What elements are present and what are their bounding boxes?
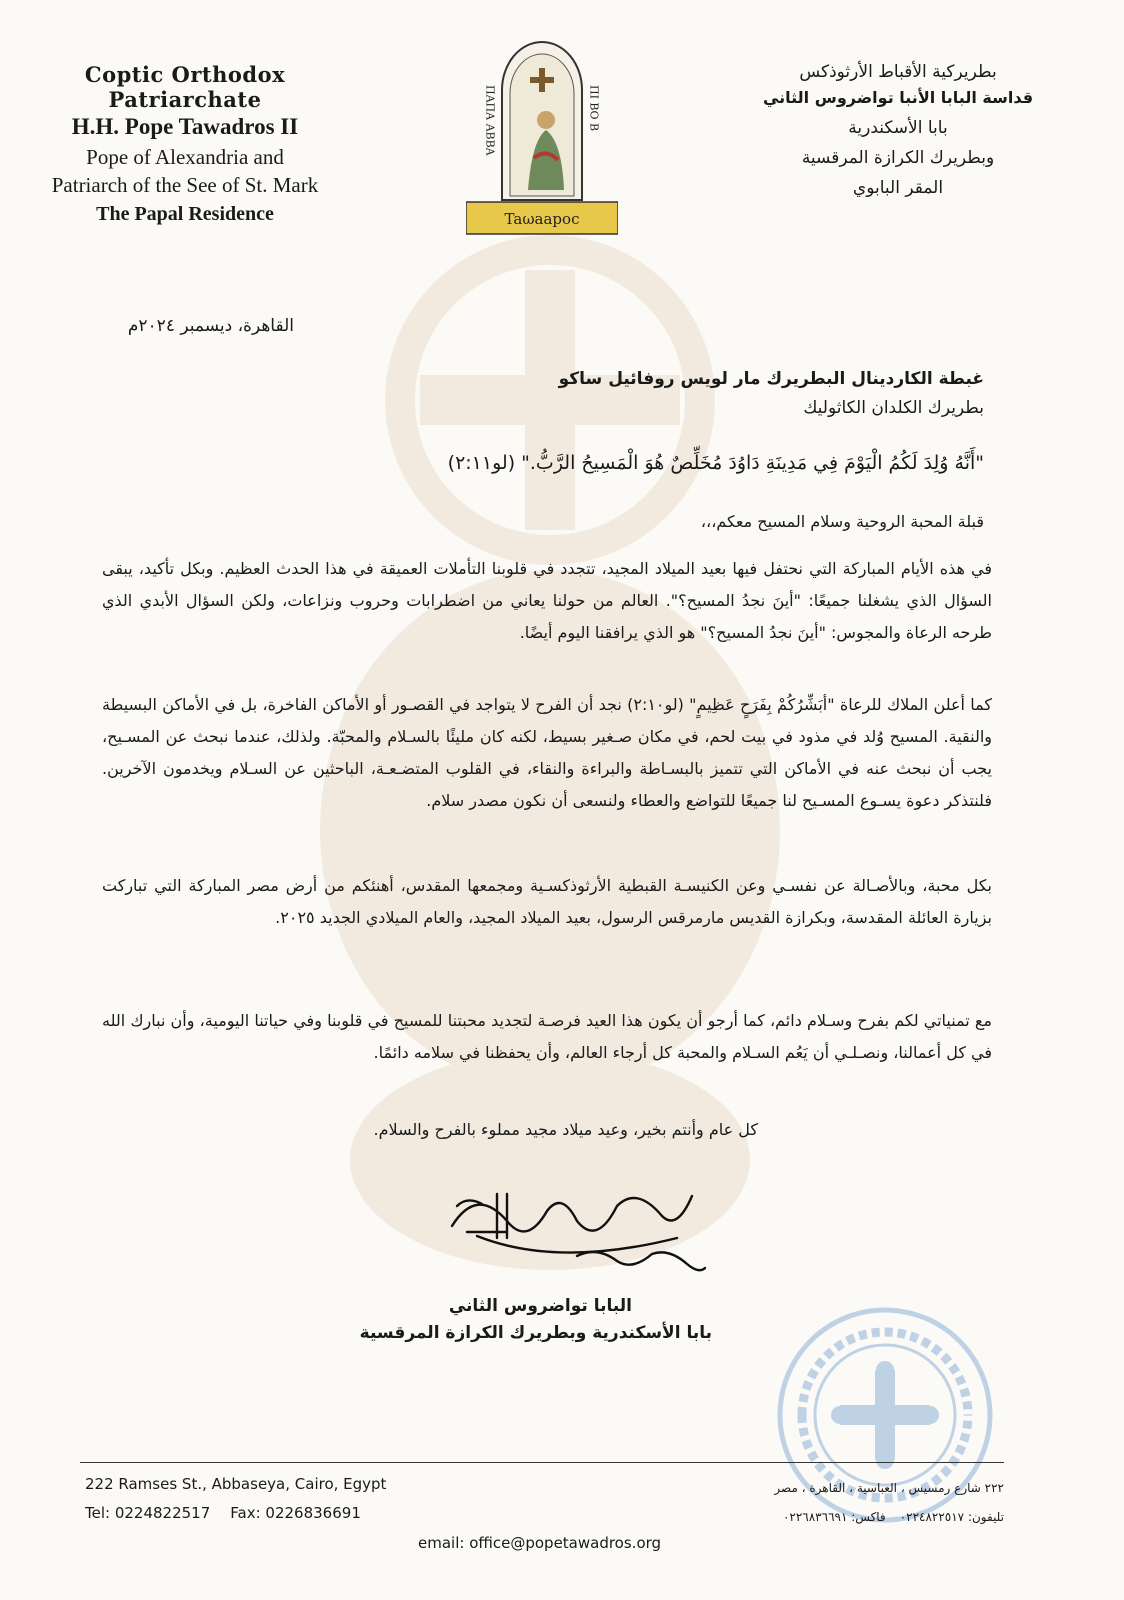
paragraph-4: مع تمنياتي لكم بفرح وسـلام دائم، كما أرجو أن يكون هذا العيد فرصـة لتجديد محبتنا للمسيح في قلوبنا وفي حياتنا اليومية، وأن نبارك الله في كل أعمالنا، ونصـلـي أن يَعُم السـلام والمحبة كل أرجاء العالم، وأن يحفظنا في سلامه دائمًا. xyxy=(102,1011,992,1062)
header-arabic xyxy=(748,62,1048,203)
footer-fax-ar: فاكس: ٠٢٢٦٨٣٦٦٩١ xyxy=(782,1510,886,1524)
paragraph-2: كما أعلن الملاك للرعاة "أبَشِّرُكُمْ بِفَرَحٍ عَظِيمٍ" (لو٢:١٠) نجد أن الفرح لا يتواجد في القصـور أو الأماكن الفاخرة، بل في الأماكن البسيطة والنقية. المسيح وُلد في مذود في بيت لحم، في مكان صـغير بسيط، لكنه كان مليئًا بالسـلام والمحبّة. ولذلك، عندما نبحث عن المسـيح، يجب أن نبحث عنه في الأماكن التي تتميز بالبسـاطة والبراءة والنقاء، في القلوب المتضـعـة، الباحثين عن السـلام ويخدمون الآخرين. فلنتذكر دعوة يسـوع المسـيح لنا جميعًا للتواضع والعطاء ولنسعى أن نكون مصدر سلام. xyxy=(102,695,993,810)
footer-phone-fax xyxy=(85,1504,361,1522)
header-en-title-1: Pope of Alexandria and xyxy=(86,145,284,169)
signatory-name: البابا تواضروس الثاني xyxy=(448,1296,632,1316)
footer-tel: Tel: 0224822517 xyxy=(85,1504,211,1522)
footer-tel-ar: تليفون: ٠٢٢٤٨٢٢٥١٧ xyxy=(899,1510,1004,1524)
header-ar-title-2: وبطريرك الكرازة المرقسية xyxy=(801,148,995,168)
header-en-residence: The Papal Residence xyxy=(96,203,274,225)
recipient-name: غبطة الكاردينال البطريرك مار لويس روفائيل ساكو xyxy=(558,369,984,389)
emblem-caption: Taωaapoc xyxy=(504,210,580,228)
signatory-title: بابا الأسكندرية وبطريرك الكرازة المرقسية xyxy=(359,1323,712,1343)
header-english xyxy=(20,62,350,226)
header-en-pope-name: H.H. Pope Tawadros II xyxy=(71,114,299,139)
header-en-title-2: Patriarch of the See of St. Mark xyxy=(51,173,319,197)
footer-divider xyxy=(80,1462,1004,1463)
emblem-left-letters: ΠΑΠΑ ΑΒΒΑ xyxy=(483,85,497,156)
bible-verse: "أَنَّهُ وُلِدَ لَكُمُ الْيَوْمَ فِي مَدِينَةِ دَاوُدَ مُخَلِّصٌ هُوَ الْمَسِيحُ الرَّبُّ." (لو٢:١١) xyxy=(447,452,984,474)
footer-email[interactable]: email: office@popetawadros.org xyxy=(418,1534,662,1552)
papal-emblem-icon xyxy=(466,30,618,236)
greeting: قبلة المحبة الروحية وسلام المسيح معكم،،، xyxy=(700,512,984,531)
letter-date: القاهرة، ديسمبر ٢٠٢٤م xyxy=(127,316,294,336)
handwritten-signature xyxy=(437,1176,707,1286)
paragraph-3: بكل محبة، وبالأصـالة عن نفسـي وعن الكنيسـة القبطية الأرثوذكسـية ومجمعها المقدس، أهنئكم من أرض مصر المباركة التي تباركت بزيارة العائلة المقدسة، وبكرازة القديس مارمرقس الرسول، بعيد الميلاد المجيد، والعام الميلادي الجديد ٢٠٢٥. xyxy=(102,876,992,927)
official-stamp xyxy=(770,1300,1000,1530)
recipient-title: بطريرك الكلدان الكاثوليك xyxy=(803,398,984,418)
header-ar-patriarchate: بطريركية الأقباط الأرثوذكس xyxy=(799,62,997,82)
header-ar-title-1: بابا الأسكندرية xyxy=(848,118,948,138)
emblem-right-letters: ΠΙ ΒΟ Β xyxy=(587,85,601,132)
footer-address: 222 Ramses St., Abbaseya, Cairo, Egypt xyxy=(85,1475,387,1493)
header-ar-pope-name: قداسة البابا الأنبا تواضروس الثاني xyxy=(762,88,1034,107)
header-en-patriarchate: Coptic Orthodox Patriarchate xyxy=(84,62,286,112)
footer-fax: Fax: 0226836691 xyxy=(230,1504,361,1522)
header-ar-residence: المقر البابوي xyxy=(852,178,944,198)
closing-line: كل عام وأنتم بخير، وعيد ميلاد مجيد مملوء بالفرح والسلام. xyxy=(373,1120,758,1139)
footer-address-ar: ٢٢٢ شارع رمسيس ، العباسية ، القاهرة ، مصر xyxy=(774,1481,1004,1495)
footer-phone-fax-ar xyxy=(783,1510,1004,1524)
paragraph-1: في هذه الأيام المباركة التي نحتفل فيها بعيد الميلاد المجيد، تتجدد في قلوبنا التأملات العميقة في هذا الحدث العظيم. وبكل تأكيد، يبقى السؤال الذي يشغلنا جميعًا: "أينَ نجدُ المسيح؟". العالم من حولنا يعاني من اضطرابات وحروب ونزاعات، ولكن السؤال الأبدي الذي طرحه الرعاة والمجوس: "أينَ نجدُ المسيح؟" هو الذي يرافقنا اليوم أيضًا. xyxy=(102,559,992,642)
